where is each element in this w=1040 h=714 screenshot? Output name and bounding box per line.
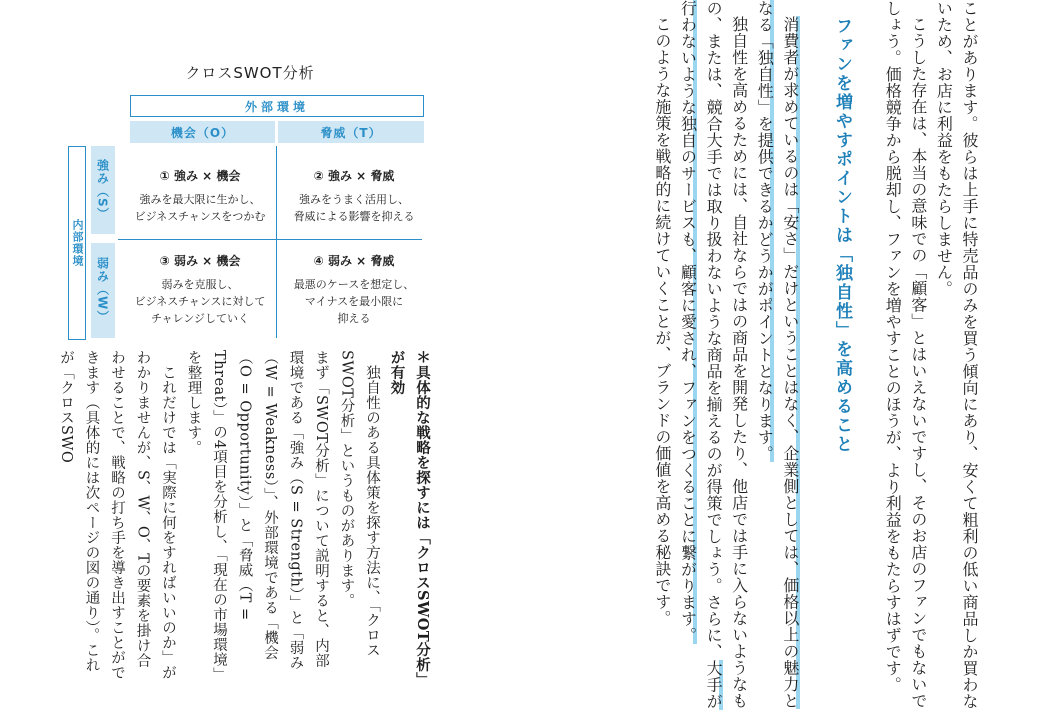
- opportunity-header: 機会（O）: [130, 121, 275, 143]
- paragraph: ことがあります。彼らは上手に特売品のみを買う傾向にあり、安くて粗利の低い商品しか買わないため、お店に利益をもたらしません。: [934, 0, 979, 710]
- paragraph: [675, 0, 752, 714]
- spacer: [854, 0, 880, 714]
- grid-divider-vertical: [276, 146, 277, 338]
- section-heading: ファンを増やすポイントは「独自性」を高めること: [832, 17, 853, 454]
- subheading: ＊具体的な戦略を探すには「クロスSWOT分析」が有効: [388, 350, 431, 680]
- paragraph: 独自性のある具体策を探す方法に、「クロスSWOT分析」というものがあります。: [338, 350, 380, 658]
- external-env-label: 外部環境: [130, 95, 424, 117]
- paragraph: [752, 0, 803, 714]
- threat-header: 脅威（T）: [278, 121, 424, 143]
- weakness-header: 弱み（W）: [91, 243, 115, 338]
- spacer: [803, 0, 829, 714]
- paragraph: こうした存在は、本当の意味での「顧客」とはいえないですし、そのお店のファンでもないでしょう。価格競争から脱却し、ファンを増やすことのほうが、より利益をもたらすはずです。: [883, 0, 928, 709]
- quadrant-wt: ④ 弱み × 脅威 最悪のケースを想定し、 マイナスを最小限に 抑える: [293, 254, 415, 325]
- internal-env-label: 内部環境: [68, 146, 86, 340]
- paragraph: これだけでは「実際に何をすればいいのか」がわかりませんが、S、W、O、Tの要素を掛け合わせることで、戦略の打ち手を導き出すことができます（具体的には次ページの図の通り）。これが「クロスSWO: [58, 350, 176, 680]
- left-page-text: [45, 350, 435, 680]
- paragraph: このような施策を戦略的に続けていくことが、ブランドの価値を高める秘訣です。: [652, 16, 672, 627]
- right-page-text: [542, 0, 982, 714]
- quadrant-st: ② 強み × 脅威 強みをうまく活用し、 脅威による影響を抑える: [293, 169, 415, 223]
- quadrant-wo: ③ 弱み × 機会 弱みを克服し、 ビジネスチャンスに対して チャレンジしていく: [134, 254, 266, 325]
- cross-swot-diagram: [60, 60, 440, 345]
- paragraph-text: 独自性を高めるためには、自社ならではの商品を開発したり、他店では手に入らないようなもの、または、競合大手では取り扱わないような商品を揃えるのが得策でしょう。さらに、: [704, 0, 749, 709]
- highlighted-text: 消費者が求めているのは「安さ」だけということはなく、企業側としては、価格以上の魅力となる「独自性」を提供できるかどうかがポイントとなります。: [755, 0, 800, 709]
- paragraph: まず「SWOT分析」について説明すると、内部環境である「強み（S = Strength）」と「弱み（W = Weakness）」、外部環境である「機会（O = Opportunity）」と「脅威（T = Threat）」の4項目を分析し、「現在の市場環境」を整理します。: [185, 350, 329, 675]
- grid-divider-horizontal: [118, 239, 422, 240]
- diagram-title: クロスSWOT分析: [185, 64, 315, 82]
- strength-header: 強み（S）: [91, 146, 115, 234]
- quadrant-so: ① 強み × 機会 強みを最大限に生かし、 ビジネスチャンスをつかむ: [134, 169, 266, 223]
- highlighted-text: 大手が行わないような独自のサービスも、顧客に愛され、ファンをつくることに繋がります。: [678, 0, 724, 710]
